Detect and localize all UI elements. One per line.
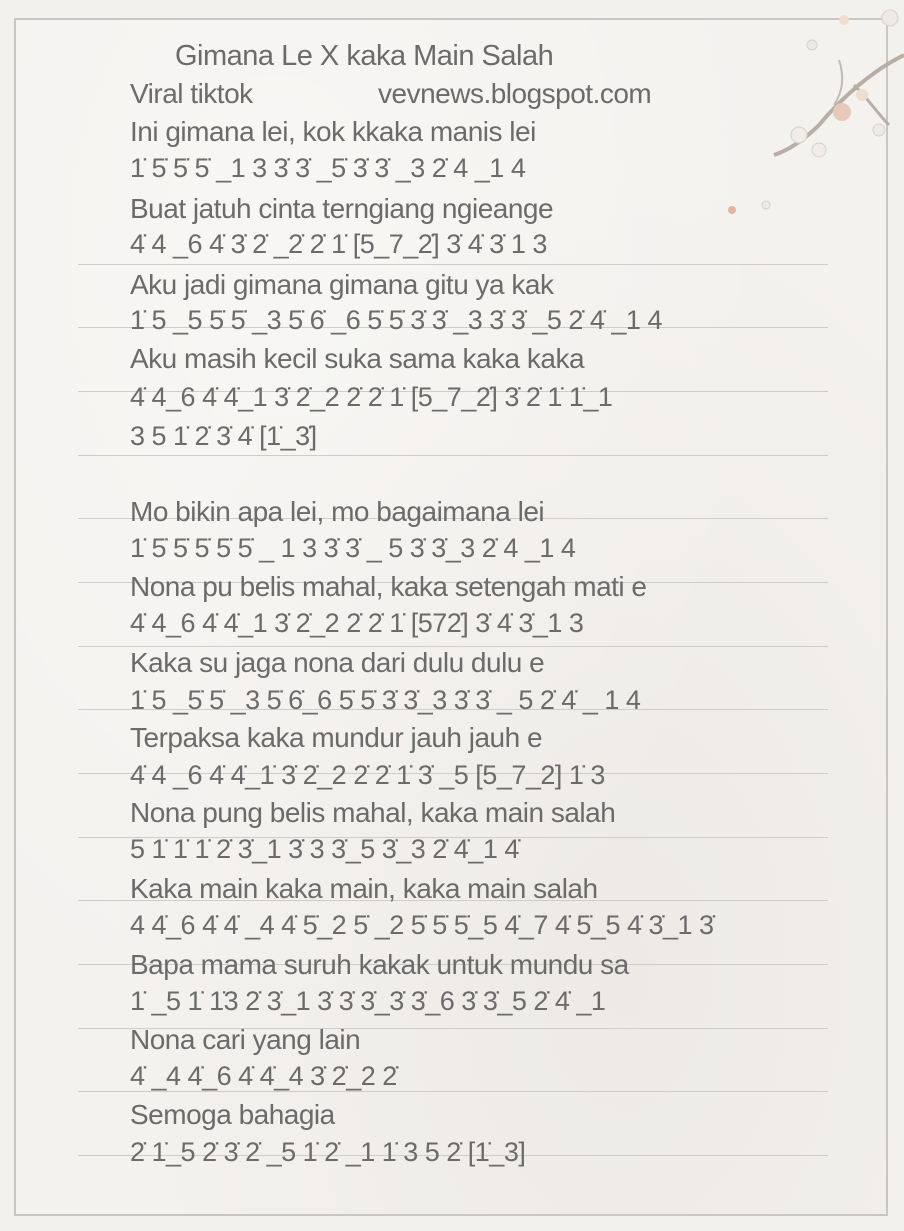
meta-site: vevnews.blogspot.com xyxy=(378,78,652,109)
lyric-line: Kaka su jaga nona dari dulu dulu e xyxy=(130,647,545,678)
notation-line: 2̇ 1̇_5 2̇ 3̇ 2̇ _5 1̇ 2̇ _1 1̇ 3 5 2̇ [1̇_3] xyxy=(130,1137,526,1167)
lyric-line: Aku jadi gimana gimana gitu ya kak xyxy=(130,269,554,300)
notation-line: 4̇ _4 4̇_6 4̇ 4̇_4 3̇ 2̇_2 2̇ xyxy=(130,1061,397,1091)
lyric-line: Nona pu belis mahal, kaka setengah mati e xyxy=(130,571,647,602)
blossom-branch-icon xyxy=(694,0,904,230)
lyric-line: Nona pung belis mahal, kaka main salah xyxy=(130,797,616,828)
notation-line: 5 1̇ 1̇ 1̇ 2̇ 3̇_1 3̇ 3 3̇_5 3̇_3 2̇ 4̇_1 4̇ xyxy=(130,834,519,864)
lyric-line: Ini gimana lei, kok kkaka manis lei xyxy=(130,116,536,147)
song-title: Gimana Le X kaka Main Salah xyxy=(175,40,554,72)
notation-line: 4̇ 4_6 4̇ 4̇_1 3̇ 2̇_2 2̇ 2̇ 1̇ [5_7_2̇] 3̇ 2̇ 1̇ 1̇_1 xyxy=(130,382,613,412)
ruled-line xyxy=(78,455,828,456)
notation-line: 1̇ 5̇ 5̇ 5̇ _1 3 3̇ 3̇ _5̇ 3̇ 3̇ _3 2̇ 4 _1 4 xyxy=(130,153,526,183)
notation-line: 1̇ 5 _5 5̇ 5̇ _3 5̇ 6̇ _6 5̇ 5̇ 3̇ 3̇ _3 3̇ 3̇ _5 2̇ 4̇ _1 4 xyxy=(130,305,662,335)
lyric-line: Bapa mama suruh kakak untuk mundu sa xyxy=(130,949,629,980)
meta-viral: Viral tiktok xyxy=(130,78,253,109)
lyric-line: Semoga bahagia xyxy=(130,1099,335,1130)
notation-line: 1̇ 5̇ 5̇ 5̇ 5̇ 5̇ _ 1 3 3̇ 3̇ _ 5 3̇ 3̇_3 2̇ 4 _1 4 xyxy=(130,533,576,563)
lyric-line: Kaka main kaka main, kaka main salah xyxy=(130,873,598,904)
notation-line: 1̇ _5 1̇ 1̇3 2̇ 3̇_1 3̇ 3̇ 3̇_3̇ 3̇_6 3̇ 3̇_5 2̇ 4̇ _1 xyxy=(130,986,606,1016)
lyric-line: Terpaksa kaka mundur jauh jauh e xyxy=(130,722,543,753)
notation-line: 3 5 1̇ 2̇ 3̇ 4̇ [1̇_3̇] xyxy=(130,421,317,451)
notation-line: 1̇ 5 _5̇ 5̇ _3 5̇ 6̇_6 5̇ 5̇ 3̇ 3̇_3 3̇ 3̇ _ 5 2̇ 4̇ _ 1 4 xyxy=(130,685,641,715)
notation-line: 4̇ 4 _6 4̇ 4̇_1̇ 3̇ 2̇_2 2̇ 2̇ 1̇ 3̇ _5 [5_7_2] 1̇ 3 xyxy=(130,760,605,790)
lyric-line: Aku masih kecil suka sama kaka kaka xyxy=(130,343,585,374)
ruled-line xyxy=(78,264,828,265)
notation-line: 4̇ 4_6 4̇ 4̇_1 3̇ 2̇_2 2̇ 2̇ 1̇ [572̇] 3̇ 4̇ 3̇_1 3 xyxy=(130,608,584,638)
lyric-line: Nona cari yang lain xyxy=(130,1024,361,1055)
lyric-line: Mo bikin apa lei, mo bagaimana lei xyxy=(130,496,545,527)
notation-line: 4̇ 4 _6 4̇ 3̇ 2̇ _2̇ 2̇ 1̇ [5_7_2̇] 3̇ 4̇ 3̇ 1 3 xyxy=(130,229,547,259)
notation-line: 4 4̇_6 4̇ 4̇ _4 4̇ 5̇_2 5̇ _2 5̇ 5̇ 5̇_5 4̇_7 4̇ 5̇_5 4̇ 3̇_1 3̇ xyxy=(130,910,714,940)
lyric-line: Buat jatuh cinta terngiang ngieange xyxy=(130,193,554,224)
